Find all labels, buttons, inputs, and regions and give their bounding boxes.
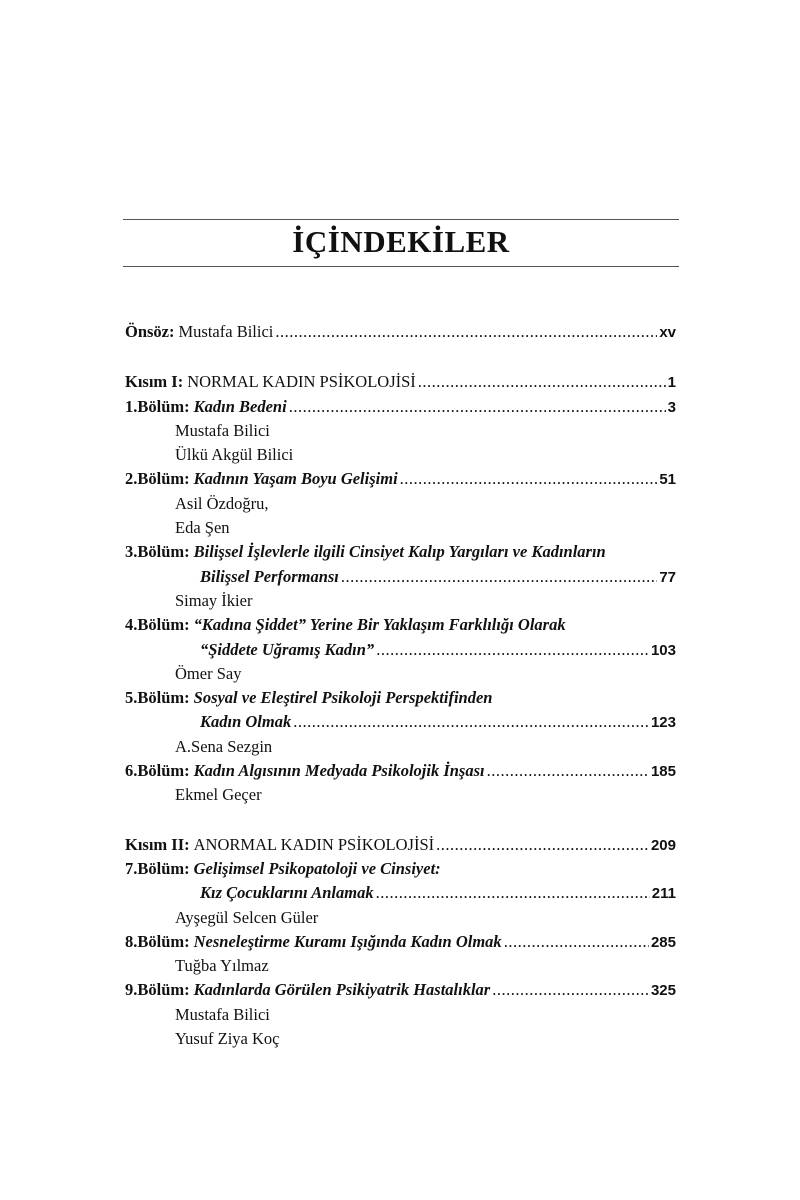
entry-page: xv xyxy=(659,324,676,341)
chapter-title: Kadının Yaşam Boyu Gelişimi xyxy=(193,469,398,489)
chapter-page: 103 xyxy=(650,641,676,659)
dot-leader xyxy=(492,978,649,1002)
toc-entry-chapter-6[interactable] xyxy=(125,759,676,783)
toc-entry-chapter-5[interactable] xyxy=(125,686,676,710)
toc-entry-preface[interactable] xyxy=(125,320,676,344)
chapter-author: Ömer Say xyxy=(175,663,242,683)
chapter-title: Kadınlarda Görülen Psikiyatrik Hastalıklar xyxy=(193,980,491,1000)
chapter-title-line-2: “Şiddete Uğramış Kadın” xyxy=(200,639,375,659)
chapter-label: 3.Bölüm: xyxy=(125,542,190,562)
heading-rule-top xyxy=(123,219,679,220)
dot-leader xyxy=(376,881,650,905)
dot-leader xyxy=(400,467,658,491)
dot-leader xyxy=(341,565,657,589)
chapter-author: Eda Şen xyxy=(175,518,230,538)
dot-leader xyxy=(436,833,649,857)
dot-leader xyxy=(504,930,649,954)
chapter-title-line-2: Bilişsel Performansı xyxy=(200,566,339,586)
chapter-title-line-1: Sosyal ve Eleştirel Psikoloji Perspektifinden xyxy=(193,688,493,708)
toc-entry-part-1[interactable] xyxy=(125,370,676,394)
toc-entry-chapter-4[interactable] xyxy=(125,613,676,637)
dot-leader xyxy=(293,710,649,734)
entry-page: 1 xyxy=(667,374,676,392)
chapter-page: 325 xyxy=(650,982,676,1000)
chapter-author: Ayşegül Selcen Güler xyxy=(175,907,319,927)
dot-leader xyxy=(289,395,666,419)
chapter-page: 3 xyxy=(667,398,676,416)
chapter-label: 1.Bölüm: xyxy=(125,396,190,416)
chapter-author: Asil Özdoğru, xyxy=(175,493,269,513)
chapter-title-line-1: Bilişsel İşlevlerle ilgili Cinsiyet Kalıp Yargıları ve Kadınların xyxy=(193,542,606,562)
chapter-page: 285 xyxy=(650,933,676,951)
chapter-label: 5.Bölüm: xyxy=(125,688,190,708)
chapter-title: Kadın Algısının Medyada Psikolojik İnşası xyxy=(193,761,485,781)
entry-label: Kısım I: xyxy=(125,372,184,392)
toc-entry-chapter-1[interactable] xyxy=(125,395,676,419)
dot-leader xyxy=(275,320,657,344)
chapter-label: 6.Bölüm: xyxy=(125,761,190,781)
chapter-title-line-2: Kız Çocuklarını Anlamak xyxy=(200,883,374,903)
page-title: İÇİNDEKİLER xyxy=(292,224,510,259)
heading-rule-bottom xyxy=(123,266,679,267)
chapter-author: Mustafa Bilici xyxy=(175,1004,270,1024)
entry-label: Kısım II: xyxy=(125,834,190,854)
entry-page: 209 xyxy=(650,836,676,854)
chapter-label: 2.Bölüm: xyxy=(125,469,190,489)
dot-leader xyxy=(418,370,666,394)
toc-entry-chapter-2[interactable] xyxy=(125,467,676,491)
chapter-page: 77 xyxy=(659,568,676,586)
chapter-author: Ülkü Akgül Bilici xyxy=(175,445,294,465)
dot-leader xyxy=(487,759,649,783)
entry-text: NORMAL KADIN PSİKOLOJİSİ xyxy=(187,372,416,392)
entry-text: Mustafa Bilici xyxy=(178,322,274,341)
chapter-title: Kadın Bedeni xyxy=(193,396,287,416)
chapter-label: 9.Bölüm: xyxy=(125,980,190,1000)
chapter-label: 7.Bölüm: xyxy=(125,858,190,878)
chapter-title-line-1: “Kadına Şiddet” Yerine Bir Yaklaşım Farklılığı Olarak xyxy=(193,615,566,635)
entry-label: Önsöz: xyxy=(125,322,175,341)
table-of-contents xyxy=(125,320,676,1051)
chapter-author: Simay İkier xyxy=(175,590,253,610)
toc-entry-chapter-9[interactable] xyxy=(125,978,676,1002)
chapter-page: 123 xyxy=(650,714,676,732)
toc-entry-chapter-5-cont[interactable] xyxy=(125,710,676,734)
chapter-page: 211 xyxy=(651,885,676,903)
entry-text: ANORMAL KADIN PSİKOLOJİSİ xyxy=(193,834,435,854)
chapter-label: 4.Bölüm: xyxy=(125,615,190,635)
chapter-author: Yusuf Ziya Koç xyxy=(175,1029,280,1049)
chapter-page: 185 xyxy=(650,763,676,781)
chapter-author: A.Sena Sezgin xyxy=(175,736,273,756)
toc-entry-chapter-7[interactable] xyxy=(125,857,676,881)
chapter-title: Nesneleştirme Kuramı Işığında Kadın Olmak xyxy=(193,931,502,951)
chapter-author: Tuğba Yılmaz xyxy=(175,956,269,976)
chapter-title-line-2: Kadın Olmak xyxy=(200,712,292,732)
chapter-title-line-1: Gelişimsel Psikopatoloji ve Cinsiyet: xyxy=(193,858,441,878)
chapter-author: Ekmel Geçer xyxy=(175,785,262,805)
toc-entry-chapter-7-cont[interactable] xyxy=(125,881,676,905)
chapter-author: Mustafa Bilici xyxy=(175,420,270,440)
chapter-label: 8.Bölüm: xyxy=(125,931,190,951)
toc-entry-part-2[interactable] xyxy=(125,833,676,857)
dot-leader xyxy=(376,638,649,662)
toc-entry-chapter-8[interactable] xyxy=(125,930,676,954)
toc-entry-chapter-4-cont[interactable] xyxy=(125,638,676,662)
toc-entry-chapter-3[interactable] xyxy=(125,540,676,564)
toc-entry-chapter-3-cont[interactable] xyxy=(125,565,676,589)
chapter-page: 51 xyxy=(659,471,676,489)
